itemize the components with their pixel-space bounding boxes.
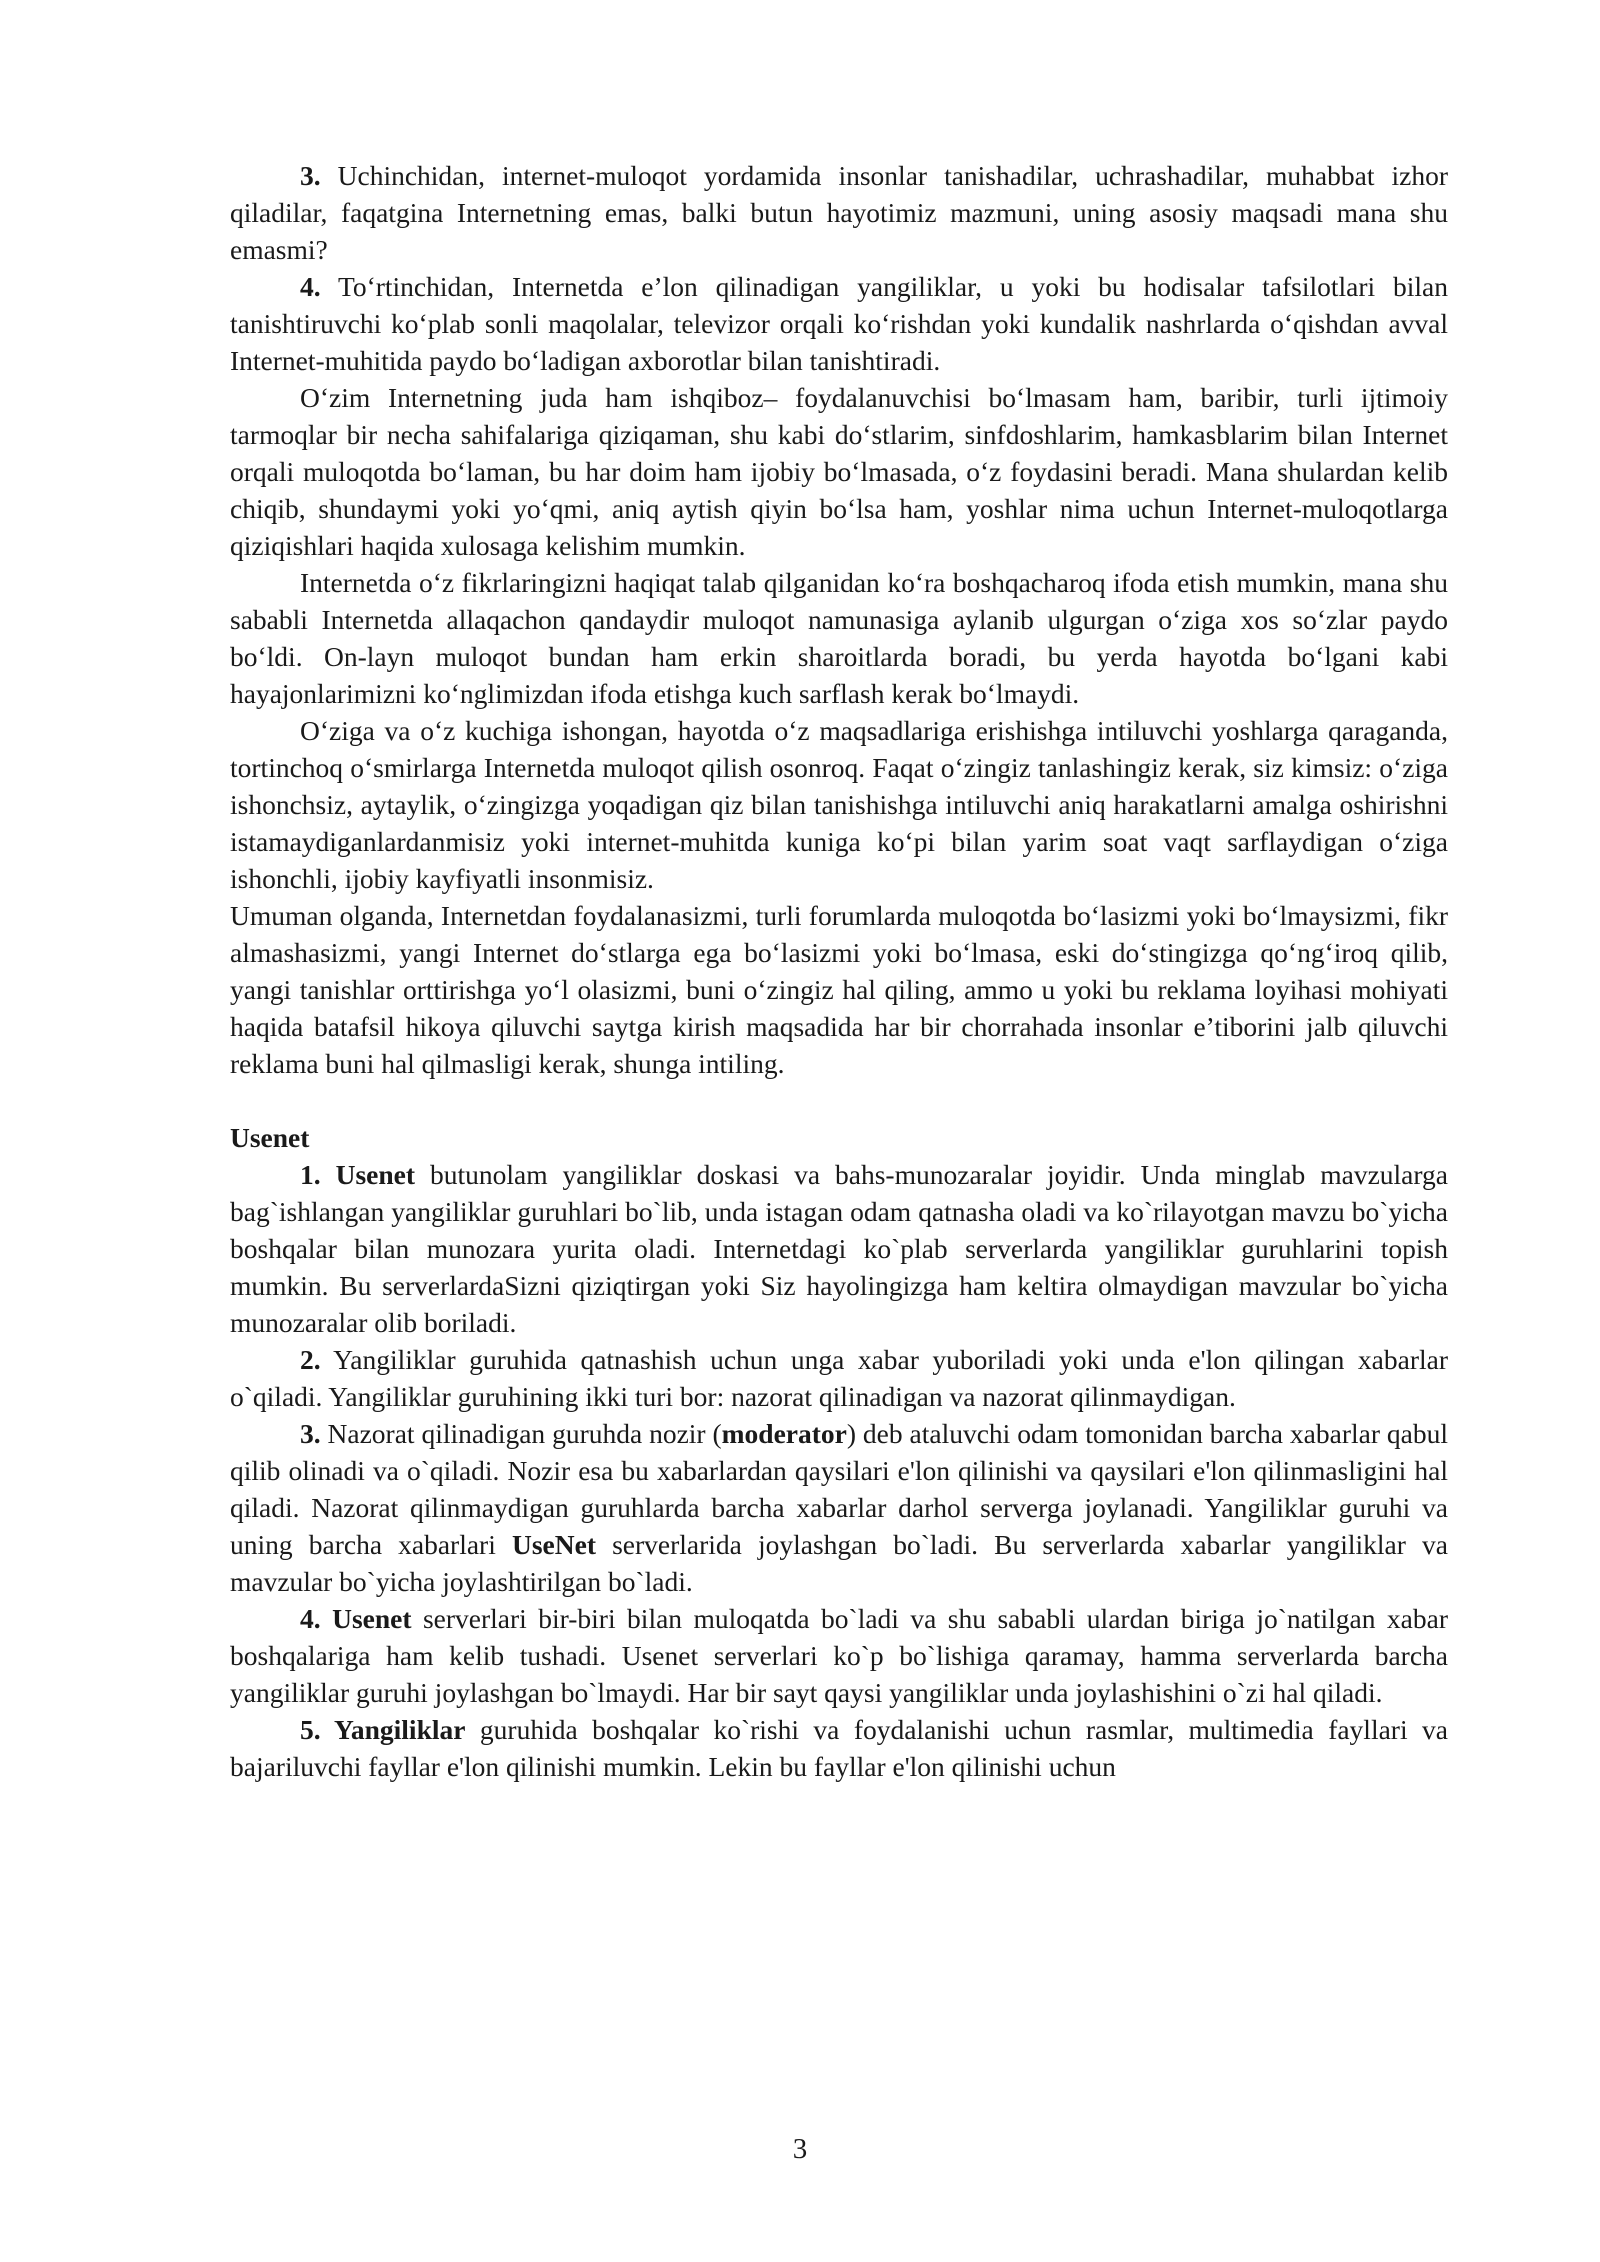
body-text xyxy=(230,157,1448,1785)
bold-term: Yangiliklar xyxy=(320,1714,466,1745)
paragraph-text: serverlarida joylashgan bo`ladi. Bu serverlarda xabarlar yangiliklar va mavzular bo`yicha joylashtirilgan bo`ladi. xyxy=(230,1529,1448,1597)
paragraph xyxy=(230,1415,1448,1600)
page-number: 3 xyxy=(792,2133,808,2165)
section-heading: Usenet xyxy=(230,1122,310,1153)
bold-term: Usenet xyxy=(320,1603,412,1634)
paragraph-text: Internetda o‘z fikrlaringizni haqiqat talab qilganidan ko‘ra boshqacharoq ifoda etish mumkin, mana shu sababli Internetda allaqachon qandaydir muloqot namunasiga aylanib ulgurgan o‘ziga xos so‘zlar paydo bo‘ldi. On-layn muloqot bundan ham erkin sharoitlarda boradi, bu yerda hayotda bo‘lgani kabi hayajonlarimizni ko‘nglimizdan ifoda etishga kuch sarflash kerak bo‘lmaydi. xyxy=(230,567,1448,709)
paragraph-number: 3. xyxy=(300,160,321,191)
paragraph-number: 2. xyxy=(300,1344,321,1375)
paragraph-text: O‘zim Internetning juda ham ishqiboz– foydalanuvchisi bo‘lmasam ham, baribir, turli ijtimoiy tarmoqlar bir necha sahifalariga qiziqaman, shu kabi do‘stlarim, sinfdoshlarim, hamkasblarim bilan Internet orqali muloqotda bo‘laman, bu har doim ham ijobiy bo‘lmasada, o‘z foydasini beradi. Mana shulardan kelib chiqib, shundaymi yoki yo‘qmi, aniq aytish qiyin bo‘lsa ham, yoshlar nima uchun Internet-muloqotlarga qiziqishlari haqida xulosaga kelishim mumkin. xyxy=(230,382,1448,561)
bold-term: moderator xyxy=(721,1418,847,1449)
paragraph-number: 3. xyxy=(300,1418,321,1449)
paragraph xyxy=(230,1600,1448,1711)
paragraph-text: Yangiliklar guruhida qatnashish uchun unga xabar yuboriladi yoki unda e'lon qilingan xabarlar o`qiladi. Yangiliklar guruhining ikki turi bor: nazorat qilinadigan va nazorat qilinmaydigan. xyxy=(230,1344,1448,1412)
paragraph-text: serverlari bir-biri bilan muloqatda bo`ladi va shu sababli ulardan biriga jo`natilgan xabar boshqalariga ham kelib tushadi. Usenet serverlari ko`p bo`lishiga qaramay, hamma serverlarda barcha yangiliklar guruhi joylashgan bo`lmaydi. Har bir sayt qaysi yangiliklar unda joylashishini o`zi hal qiladi. xyxy=(230,1603,1448,1708)
paragraph xyxy=(230,897,1448,1082)
paragraph-number: 1. xyxy=(300,1159,321,1190)
paragraph xyxy=(230,1156,1448,1341)
paragraph xyxy=(230,564,1448,712)
blank-line xyxy=(230,1082,1448,1119)
paragraph-text: To‘rtinchidan, Internetda e’lon qilinadigan yangiliklar, u yoki bu hodisalar tafsilotlari bilan tanishtiruvchi ko‘plab sonli maqolalar, televizor orqali ko‘rishdan yoki kundalik nashrlarda o‘qishdan avval Internet-muhitida paydo bo‘ladigan axborotlar bilan tanishtiradi. xyxy=(230,271,1448,376)
paragraph xyxy=(230,1711,1448,1785)
paragraph-text: ) deb ataluvchi odam tomonidan barcha xabarlar qabul qilib olinadi va o`qiladi. Nozir esa bu xabarlardan qaysilari e'lon qilinishi va qaysilari e'lon qilinmasligini hal qiladi. Nazorat qilinmaydigan guruhlarda barcha xabarlar darhol serverga joylanadi. Yangiliklar guruhi va uning barcha xabarlari xyxy=(230,1418,1448,1560)
paragraph-text: Umuman olganda, Internetdan foydalanasizmi, turli forumlarda muloqotda bo‘lasizmi yoki bo‘lmaysizmi, fikr almashasizmi, yangi Internet do‘stlarga ega bo‘lasizmi yoki bo‘lmasa, eski do‘stingizga qo‘ng‘iroq qilib, yangi tanishlar orttirishga yo‘l olasizmi, buni o‘zingiz hal qiling, ammo u yoki bu reklama loyihasi mohiyati haqida batafsil hikoya qiluvchi saytga kirish maqsadida har bir chorrahada insonlar e’tiborini jalb qiluvchi reklama buni hal qilmasligi kerak, shunga intiling. xyxy=(230,900,1448,1079)
paragraph-number: 5. xyxy=(300,1714,321,1745)
bold-term: Usenet xyxy=(320,1159,416,1190)
paragraph xyxy=(230,268,1448,379)
paragraph-text: guruhida boshqalar ko`rishi va foydalanishi uchun rasmlar, multimedia fayllari va bajariluvchi fayllar e'lon qilinishi mumkin. Lekin bu fayllar e'lon qilinishi uchun xyxy=(230,1714,1448,1782)
paragraph xyxy=(230,157,1448,268)
paragraph xyxy=(230,712,1448,897)
paragraph-text: O‘ziga va o‘z kuchiga ishongan, hayotda o‘z maqsadlariga erishishga intiluvchi yoshlarga qaraganda, tortinchoq o‘smirlarga Internetda muloqot qilish osonroq. Faqat o‘zingiz tanlashingiz kerak, siz kimsiz: o‘ziga ishonchsiz, aytaylik, o‘zingizga yoqadigan qiz bilan tanishishga intiluvchi aniq harakatlarni amalga oshirishni istamaydiganlardanmisiz yoki internet-muhitda kuniga ko‘pi bilan yarim soat vaqt sarflaydigan o‘ziga ishonchli, ijobiy kayfiyatli insonmisiz. xyxy=(230,715,1448,894)
paragraph-text: Nazorat qilinadigan guruhda nozir ( xyxy=(320,1418,722,1449)
paragraph-number: 4. xyxy=(300,1603,321,1634)
paragraph-text: Uchinchidan, internet-muloqot yordamida insonlar tanishadilar, uchrashadilar, muhabbat izhor qiladilar, faqatgina Internetning emas, balki butun hayotimiz mazmuni, uning asosiy maqsadi mana shu emasmi? xyxy=(230,160,1448,265)
paragraph xyxy=(230,1341,1448,1415)
paragraph-text: butunolam yangiliklar doskasi va bahs-munozaralar joyidir. Unda minglab mavzularga bag`ishlangan yangiliklar guruhlari bo`lib, unda istagan odam qatnasha oladi va ko`rilayotgan mavzu bo`yicha boshqalar bilan munozara yurita oladi. Internetdagi ko`plab serverlarda yangiliklar guruhlarini topish mumkin. Bu serverlardaSizni qiziqtirgan yoki Siz hayolingizga ham keltira olmaydigan mavzular bo`yicha munozaralar olib boriladi. xyxy=(230,1159,1448,1338)
bold-term: UseNet xyxy=(511,1529,596,1560)
paragraph xyxy=(230,379,1448,564)
paragraph-number: 4. xyxy=(300,271,321,302)
